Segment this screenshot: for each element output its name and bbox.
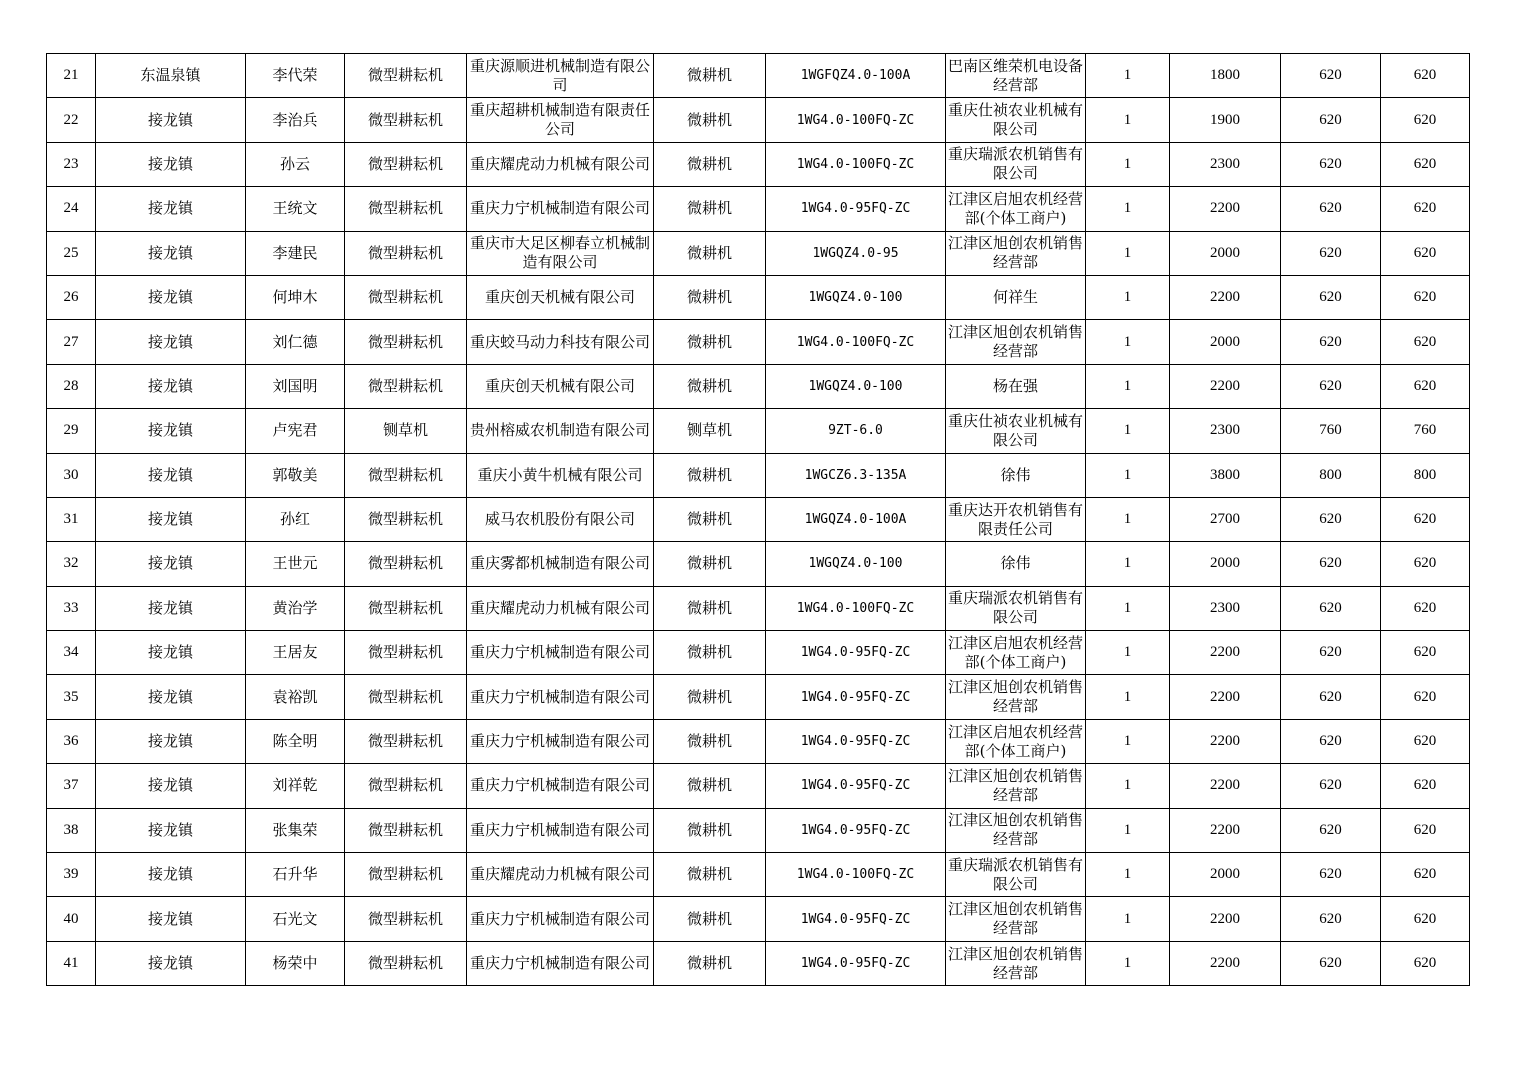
cell-farmer-name: 何坤木 — [246, 275, 345, 319]
cell-total-subsidy: 620 — [1381, 675, 1470, 719]
cell-total-subsidy: 620 — [1381, 542, 1470, 586]
cell-sale-price: 2000 — [1170, 853, 1281, 897]
cell-town: 接龙镇 — [96, 586, 246, 630]
cell-machine-category: 微型耕耘机 — [345, 764, 467, 808]
cell-dealer: 江津区启旭农机经营部(个体工商户) — [946, 719, 1086, 763]
cell-dealer: 江津区启旭农机经营部(个体工商户) — [946, 631, 1086, 675]
cell-total-subsidy: 620 — [1381, 231, 1470, 275]
cell-total-subsidy: 800 — [1381, 453, 1470, 497]
cell-manufacturer: 贵州榕威农机制造有限公司 — [467, 409, 654, 453]
cell-model: 1WG4.0-95FQ-ZC — [766, 675, 946, 719]
cell-total-subsidy: 620 — [1381, 808, 1470, 852]
cell-quantity: 1 — [1086, 897, 1170, 941]
cell-total-subsidy: 620 — [1381, 187, 1470, 231]
cell-dealer: 重庆瑞派农机销售有限公司 — [946, 853, 1086, 897]
cell-manufacturer: 重庆耀虎动力机械有限公司 — [467, 586, 654, 630]
cell-quantity: 1 — [1086, 320, 1170, 364]
cell-model: 1WG4.0-95FQ-ZC — [766, 764, 946, 808]
cell-model: 1WG4.0-95FQ-ZC — [766, 719, 946, 763]
cell-quantity: 1 — [1086, 275, 1170, 319]
cell-model: 1WG4.0-100FQ-ZC — [766, 320, 946, 364]
table-row — [47, 364, 1470, 408]
table-row — [47, 586, 1470, 630]
table-row — [47, 142, 1470, 186]
cell-product-name: 微耕机 — [654, 142, 766, 186]
cell-dealer: 江津区旭创农机销售经营部 — [946, 320, 1086, 364]
cell-manufacturer: 重庆蛟马动力科技有限公司 — [467, 320, 654, 364]
table-row — [47, 497, 1470, 541]
cell-town: 接龙镇 — [96, 853, 246, 897]
cell-quantity: 1 — [1086, 409, 1170, 453]
cell-product-name: 微耕机 — [654, 54, 766, 98]
cell-machine-category: 微型耕耘机 — [345, 586, 467, 630]
cell-row-number: 37 — [47, 764, 96, 808]
cell-sale-price: 2300 — [1170, 586, 1281, 630]
cell-farmer-name: 刘祥乾 — [246, 764, 345, 808]
cell-farmer-name: 王居友 — [246, 631, 345, 675]
cell-manufacturer: 重庆力宁机械制造有限公司 — [467, 941, 654, 985]
cell-town: 接龙镇 — [96, 320, 246, 364]
cell-town: 接龙镇 — [96, 187, 246, 231]
cell-sale-price: 1900 — [1170, 98, 1281, 142]
cell-row-number: 24 — [47, 187, 96, 231]
subsidy-table — [46, 53, 1470, 986]
cell-total-subsidy: 620 — [1381, 764, 1470, 808]
cell-quantity: 1 — [1086, 364, 1170, 408]
cell-model: 1WG4.0-100FQ-ZC — [766, 586, 946, 630]
cell-machine-category: 微型耕耘机 — [345, 497, 467, 541]
cell-row-number: 32 — [47, 542, 96, 586]
cell-town: 接龙镇 — [96, 453, 246, 497]
cell-product-name: 微耕机 — [654, 764, 766, 808]
cell-total-subsidy: 620 — [1381, 897, 1470, 941]
cell-model: 9ZT-6.0 — [766, 409, 946, 453]
cell-model: 1WG4.0-95FQ-ZC — [766, 631, 946, 675]
cell-farmer-name: 王统文 — [246, 187, 345, 231]
cell-sale-price: 2200 — [1170, 275, 1281, 319]
cell-town: 接龙镇 — [96, 231, 246, 275]
cell-sale-price: 2200 — [1170, 941, 1281, 985]
cell-unit-subsidy: 620 — [1281, 542, 1381, 586]
cell-unit-subsidy: 620 — [1281, 275, 1381, 319]
cell-sale-price: 2300 — [1170, 409, 1281, 453]
cell-product-name: 微耕机 — [654, 941, 766, 985]
cell-product-name: 微耕机 — [654, 542, 766, 586]
cell-manufacturer: 重庆创天机械有限公司 — [467, 364, 654, 408]
cell-manufacturer: 重庆耀虎动力机械有限公司 — [467, 853, 654, 897]
cell-dealer: 杨在强 — [946, 364, 1086, 408]
table-row — [47, 808, 1470, 852]
table-row — [47, 187, 1470, 231]
cell-quantity: 1 — [1086, 764, 1170, 808]
cell-product-name: 微耕机 — [654, 320, 766, 364]
cell-machine-category: 微型耕耘机 — [345, 853, 467, 897]
cell-sale-price: 2200 — [1170, 897, 1281, 941]
cell-farmer-name: 黄治学 — [246, 586, 345, 630]
cell-farmer-name: 李代荣 — [246, 54, 345, 98]
cell-row-number: 21 — [47, 54, 96, 98]
cell-unit-subsidy: 620 — [1281, 764, 1381, 808]
cell-machine-category: 微型耕耘机 — [345, 364, 467, 408]
cell-town: 接龙镇 — [96, 542, 246, 586]
cell-farmer-name: 孙云 — [246, 142, 345, 186]
cell-machine-category: 微型耕耘机 — [345, 453, 467, 497]
cell-town: 接龙镇 — [96, 808, 246, 852]
table-row — [47, 941, 1470, 985]
table-row — [47, 54, 1470, 98]
cell-model: 1WG4.0-95FQ-ZC — [766, 897, 946, 941]
cell-unit-subsidy: 620 — [1281, 142, 1381, 186]
cell-model: 1WGFQZ4.0-100A — [766, 54, 946, 98]
cell-total-subsidy: 620 — [1381, 719, 1470, 763]
table-row — [47, 542, 1470, 586]
cell-machine-category: 微型耕耘机 — [345, 719, 467, 763]
cell-model: 1WG4.0-95FQ-ZC — [766, 808, 946, 852]
cell-town: 接龙镇 — [96, 409, 246, 453]
table-row — [47, 853, 1470, 897]
cell-machine-category: 微型耕耘机 — [345, 675, 467, 719]
table-row — [47, 675, 1470, 719]
cell-unit-subsidy: 620 — [1281, 497, 1381, 541]
table-row — [47, 897, 1470, 941]
cell-unit-subsidy: 620 — [1281, 941, 1381, 985]
cell-sale-price: 2000 — [1170, 231, 1281, 275]
cell-machine-category: 微型耕耘机 — [345, 320, 467, 364]
cell-unit-subsidy: 620 — [1281, 853, 1381, 897]
cell-product-name: 微耕机 — [654, 231, 766, 275]
cell-farmer-name: 石光文 — [246, 897, 345, 941]
cell-sale-price: 2200 — [1170, 631, 1281, 675]
cell-dealer: 重庆瑞派农机销售有限公司 — [946, 142, 1086, 186]
cell-total-subsidy: 620 — [1381, 853, 1470, 897]
cell-farmer-name: 郭敬美 — [246, 453, 345, 497]
cell-dealer: 江津区旭创农机销售经营部 — [946, 897, 1086, 941]
cell-dealer: 江津区旭创农机销售经营部 — [946, 808, 1086, 852]
cell-row-number: 25 — [47, 231, 96, 275]
cell-product-name: 微耕机 — [654, 586, 766, 630]
cell-unit-subsidy: 760 — [1281, 409, 1381, 453]
cell-product-name: 微耕机 — [654, 719, 766, 763]
table-row — [47, 231, 1470, 275]
cell-manufacturer: 重庆力宁机械制造有限公司 — [467, 764, 654, 808]
cell-quantity: 1 — [1086, 187, 1170, 231]
cell-town: 接龙镇 — [96, 941, 246, 985]
table-row — [47, 631, 1470, 675]
cell-unit-subsidy: 620 — [1281, 364, 1381, 408]
cell-total-subsidy: 620 — [1381, 98, 1470, 142]
cell-quantity: 1 — [1086, 941, 1170, 985]
cell-sale-price: 2200 — [1170, 764, 1281, 808]
cell-row-number: 39 — [47, 853, 96, 897]
cell-product-name: 微耕机 — [654, 497, 766, 541]
cell-manufacturer: 重庆小黄牛机械有限公司 — [467, 453, 654, 497]
cell-machine-category: 微型耕耘机 — [345, 54, 467, 98]
cell-model: 1WGCZ6.3-135A — [766, 453, 946, 497]
cell-quantity: 1 — [1086, 542, 1170, 586]
cell-product-name: 微耕机 — [654, 853, 766, 897]
cell-town: 接龙镇 — [96, 764, 246, 808]
cell-farmer-name: 刘国明 — [246, 364, 345, 408]
cell-town: 东温泉镇 — [96, 54, 246, 98]
table-row — [47, 409, 1470, 453]
cell-model: 1WG4.0-100FQ-ZC — [766, 98, 946, 142]
cell-manufacturer: 重庆力宁机械制造有限公司 — [467, 897, 654, 941]
cell-unit-subsidy: 620 — [1281, 320, 1381, 364]
cell-row-number: 33 — [47, 586, 96, 630]
cell-dealer: 何祥生 — [946, 275, 1086, 319]
cell-quantity: 1 — [1086, 675, 1170, 719]
cell-quantity: 1 — [1086, 586, 1170, 630]
table-row — [47, 98, 1470, 142]
cell-quantity: 1 — [1086, 98, 1170, 142]
cell-product-name: 铡草机 — [654, 409, 766, 453]
cell-farmer-name: 孙红 — [246, 497, 345, 541]
cell-model: 1WGQZ4.0-100 — [766, 275, 946, 319]
cell-sale-price: 2000 — [1170, 320, 1281, 364]
cell-sale-price: 2200 — [1170, 364, 1281, 408]
cell-total-subsidy: 620 — [1381, 497, 1470, 541]
cell-quantity: 1 — [1086, 497, 1170, 541]
cell-manufacturer: 重庆市大足区柳春立机械制造有限公司 — [467, 231, 654, 275]
cell-machine-category: 铡草机 — [345, 409, 467, 453]
cell-farmer-name: 陈全明 — [246, 719, 345, 763]
cell-town: 接龙镇 — [96, 897, 246, 941]
cell-quantity: 1 — [1086, 853, 1170, 897]
cell-row-number: 30 — [47, 453, 96, 497]
cell-sale-price: 2700 — [1170, 497, 1281, 541]
cell-dealer: 江津区启旭农机经营部(个体工商户) — [946, 187, 1086, 231]
cell-quantity: 1 — [1086, 631, 1170, 675]
cell-model: 1WG4.0-100FQ-ZC — [766, 853, 946, 897]
cell-machine-category: 微型耕耘机 — [345, 275, 467, 319]
cell-unit-subsidy: 620 — [1281, 586, 1381, 630]
cell-manufacturer: 重庆力宁机械制造有限公司 — [467, 675, 654, 719]
cell-dealer: 重庆瑞派农机销售有限公司 — [946, 586, 1086, 630]
cell-unit-subsidy: 620 — [1281, 808, 1381, 852]
cell-dealer: 江津区旭创农机销售经营部 — [946, 675, 1086, 719]
cell-row-number: 36 — [47, 719, 96, 763]
cell-dealer: 重庆仕祯农业机械有限公司 — [946, 98, 1086, 142]
cell-product-name: 微耕机 — [654, 453, 766, 497]
cell-model: 1WG4.0-95FQ-ZC — [766, 187, 946, 231]
cell-dealer: 徐伟 — [946, 542, 1086, 586]
cell-total-subsidy: 760 — [1381, 409, 1470, 453]
cell-manufacturer: 重庆超耕机械制造有限责任公司 — [467, 98, 654, 142]
table-body — [47, 54, 1470, 986]
cell-manufacturer: 重庆创天机械有限公司 — [467, 275, 654, 319]
cell-sale-price: 1800 — [1170, 54, 1281, 98]
cell-machine-category: 微型耕耘机 — [345, 631, 467, 675]
cell-quantity: 1 — [1086, 453, 1170, 497]
cell-farmer-name: 杨荣中 — [246, 941, 345, 985]
cell-farmer-name: 李治兵 — [246, 98, 345, 142]
cell-product-name: 微耕机 — [654, 187, 766, 231]
cell-model: 1WG4.0-95FQ-ZC — [766, 941, 946, 985]
cell-farmer-name: 石升华 — [246, 853, 345, 897]
table-row — [47, 764, 1470, 808]
cell-town: 接龙镇 — [96, 631, 246, 675]
cell-quantity: 1 — [1086, 719, 1170, 763]
cell-total-subsidy: 620 — [1381, 586, 1470, 630]
cell-total-subsidy: 620 — [1381, 364, 1470, 408]
cell-farmer-name: 袁裕凯 — [246, 675, 345, 719]
cell-product-name: 微耕机 — [654, 364, 766, 408]
cell-total-subsidy: 620 — [1381, 941, 1470, 985]
cell-machine-category: 微型耕耘机 — [345, 542, 467, 586]
cell-model: 1WG4.0-100FQ-ZC — [766, 142, 946, 186]
cell-manufacturer: 威马农机股份有限公司 — [467, 497, 654, 541]
cell-farmer-name: 刘仁德 — [246, 320, 345, 364]
cell-sale-price: 2200 — [1170, 675, 1281, 719]
cell-model: 1WGQZ4.0-100A — [766, 497, 946, 541]
table-row — [47, 275, 1470, 319]
cell-quantity: 1 — [1086, 54, 1170, 98]
cell-row-number: 27 — [47, 320, 96, 364]
cell-farmer-name: 张集荣 — [246, 808, 345, 852]
cell-sale-price: 3800 — [1170, 453, 1281, 497]
cell-total-subsidy: 620 — [1381, 320, 1470, 364]
cell-sale-price: 2300 — [1170, 142, 1281, 186]
cell-unit-subsidy: 800 — [1281, 453, 1381, 497]
cell-town: 接龙镇 — [96, 675, 246, 719]
cell-sale-price: 2200 — [1170, 187, 1281, 231]
cell-unit-subsidy: 620 — [1281, 98, 1381, 142]
cell-machine-category: 微型耕耘机 — [345, 231, 467, 275]
cell-row-number: 38 — [47, 808, 96, 852]
cell-machine-category: 微型耕耘机 — [345, 187, 467, 231]
cell-quantity: 1 — [1086, 142, 1170, 186]
cell-total-subsidy: 620 — [1381, 142, 1470, 186]
cell-product-name: 微耕机 — [654, 675, 766, 719]
cell-unit-subsidy: 620 — [1281, 231, 1381, 275]
cell-machine-category: 微型耕耘机 — [345, 897, 467, 941]
cell-model: 1WGQZ4.0-100 — [766, 364, 946, 408]
cell-dealer: 重庆仕祯农业机械有限公司 — [946, 409, 1086, 453]
cell-machine-category: 微型耕耘机 — [345, 142, 467, 186]
cell-row-number: 22 — [47, 98, 96, 142]
cell-row-number: 23 — [47, 142, 96, 186]
cell-town: 接龙镇 — [96, 142, 246, 186]
cell-product-name: 微耕机 — [654, 808, 766, 852]
cell-dealer: 江津区旭创农机销售经营部 — [946, 231, 1086, 275]
cell-total-subsidy: 620 — [1381, 631, 1470, 675]
cell-town: 接龙镇 — [96, 719, 246, 763]
cell-manufacturer: 重庆力宁机械制造有限公司 — [467, 187, 654, 231]
cell-farmer-name: 王世元 — [246, 542, 345, 586]
cell-product-name: 微耕机 — [654, 98, 766, 142]
cell-model: 1WGQZ4.0-100 — [766, 542, 946, 586]
cell-product-name: 微耕机 — [654, 631, 766, 675]
cell-unit-subsidy: 620 — [1281, 631, 1381, 675]
cell-sale-price: 2200 — [1170, 808, 1281, 852]
cell-town: 接龙镇 — [96, 364, 246, 408]
cell-total-subsidy: 620 — [1381, 275, 1470, 319]
cell-quantity: 1 — [1086, 231, 1170, 275]
cell-model: 1WGQZ4.0-95 — [766, 231, 946, 275]
cell-row-number: 40 — [47, 897, 96, 941]
cell-dealer: 巴南区维荣机电设备经营部 — [946, 54, 1086, 98]
cell-row-number: 28 — [47, 364, 96, 408]
cell-machine-category: 微型耕耘机 — [345, 941, 467, 985]
table-row — [47, 719, 1470, 763]
cell-row-number: 35 — [47, 675, 96, 719]
cell-row-number: 41 — [47, 941, 96, 985]
cell-unit-subsidy: 620 — [1281, 675, 1381, 719]
cell-manufacturer: 重庆力宁机械制造有限公司 — [467, 631, 654, 675]
cell-manufacturer: 重庆力宁机械制造有限公司 — [467, 808, 654, 852]
table-row — [47, 320, 1470, 364]
cell-town: 接龙镇 — [96, 497, 246, 541]
cell-unit-subsidy: 620 — [1281, 897, 1381, 941]
cell-product-name: 微耕机 — [654, 897, 766, 941]
cell-row-number: 31 — [47, 497, 96, 541]
cell-farmer-name: 卢宪君 — [246, 409, 345, 453]
cell-machine-category: 微型耕耘机 — [345, 98, 467, 142]
cell-sale-price: 2200 — [1170, 719, 1281, 763]
cell-manufacturer: 重庆耀虎动力机械有限公司 — [467, 142, 654, 186]
cell-dealer: 江津区旭创农机销售经营部 — [946, 941, 1086, 985]
cell-sale-price: 2000 — [1170, 542, 1281, 586]
cell-unit-subsidy: 620 — [1281, 719, 1381, 763]
cell-dealer: 重庆达开农机销售有限责任公司 — [946, 497, 1086, 541]
cell-machine-category: 微型耕耘机 — [345, 808, 467, 852]
cell-quantity: 1 — [1086, 808, 1170, 852]
cell-manufacturer: 重庆雾都机械制造有限公司 — [467, 542, 654, 586]
cell-row-number: 34 — [47, 631, 96, 675]
cell-manufacturer: 重庆力宁机械制造有限公司 — [467, 719, 654, 763]
cell-dealer: 徐伟 — [946, 453, 1086, 497]
cell-dealer: 江津区旭创农机销售经营部 — [946, 764, 1086, 808]
cell-town: 接龙镇 — [96, 275, 246, 319]
cell-town: 接龙镇 — [96, 98, 246, 142]
cell-row-number: 26 — [47, 275, 96, 319]
cell-unit-subsidy: 620 — [1281, 187, 1381, 231]
cell-row-number: 29 — [47, 409, 96, 453]
cell-farmer-name: 李建民 — [246, 231, 345, 275]
cell-product-name: 微耕机 — [654, 275, 766, 319]
table-row — [47, 453, 1470, 497]
cell-manufacturer: 重庆源顺进机械制造有限公司 — [467, 54, 654, 98]
cell-unit-subsidy: 620 — [1281, 54, 1381, 98]
cell-total-subsidy: 620 — [1381, 54, 1470, 98]
